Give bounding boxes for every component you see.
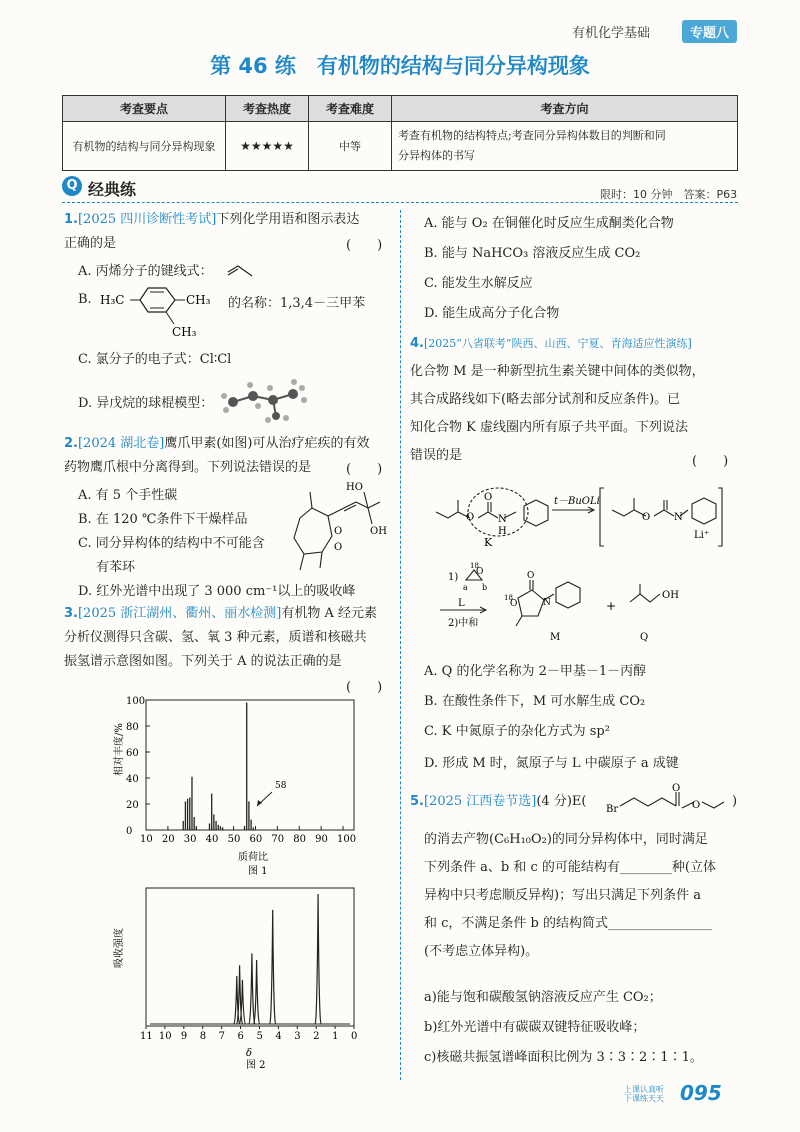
m-label: M	[550, 632, 561, 643]
q2-stem-line1: 鹰爪甲素(如图)可从治疗疟疾的有效	[164, 436, 370, 451]
fig2-peak	[249, 953, 255, 1024]
q5-header	[410, 790, 586, 814]
q2-number: 2.	[64, 436, 78, 451]
reagent-label: t－BuOLi	[554, 496, 600, 507]
fig2-xtick-label: 7	[218, 1031, 226, 1042]
fig1-ytick-label: 0	[126, 826, 133, 837]
direction-line2: 分异构体的书写	[398, 149, 475, 162]
q5-body	[424, 826, 740, 966]
cell-difficulty: 中等	[309, 122, 392, 171]
q4-source: [2025“八省联考”陕西、山西、宁夏、青海适应性演练]	[423, 337, 692, 350]
q4-stem-line4: 错误的是	[410, 448, 463, 463]
fig1-ytick-label: 60	[126, 748, 139, 759]
fig2-caption: 图 2	[246, 1060, 266, 1071]
fig2-xtick-label: 9	[180, 1031, 188, 1042]
fig2-xtick-label: 2	[313, 1031, 320, 1042]
k-h-label: H	[498, 526, 507, 537]
b-ch3-bottom-label: CH₃	[172, 325, 197, 339]
q4-option-a: A. Q 的化学名称为 2－甲基－1－丙醇	[424, 664, 647, 679]
q3-stem-line2: 分析仪测得只含碳、氢、氧 3 种元素，质谱和核磁共	[64, 630, 367, 645]
fig1-caption: 图 1	[248, 866, 268, 877]
q5-condition-b: b)红外光谱中有碳碳双键特征吸收峰；	[424, 1020, 646, 1035]
th-point: 考查要点	[63, 96, 226, 122]
q5-e-suffix: )	[732, 794, 738, 809]
page-number: 095	[680, 1081, 722, 1105]
q4-stem-line3: 知化合物 K 虚线圈内所有原子共平面。下列说法	[410, 420, 688, 435]
q5-e-prefix: E(	[571, 794, 587, 809]
direction-line1: 考查有机物的结构特点;考查同分异构体数目的判断和同	[398, 129, 666, 142]
q3-source: [2025 浙江湖州、衢州、丽水检测]	[77, 606, 282, 621]
q3-number: 3.	[64, 606, 78, 621]
subject-label: 有机化学基础	[572, 26, 651, 41]
q2-ho-label: HO	[346, 482, 363, 493]
mass-spectrum-chart	[110, 690, 370, 880]
q1-option-b-name: 的名称：1,3,4－三甲苯	[228, 296, 366, 311]
e-br-label: Br	[606, 804, 619, 815]
q3-option-c: C. 能发生水解反应	[424, 276, 533, 291]
k-label: K	[484, 536, 493, 549]
fig1-xtick-label: 80	[293, 834, 306, 845]
q1-option-b-prefix: B.	[78, 292, 92, 307]
q-oh-label: OH	[662, 590, 679, 601]
q4-stem-line2: 其合成路线如下(略去部分试剂和反应条件)。已	[410, 392, 681, 407]
m-n-label: N	[543, 598, 551, 608]
q4-option-c: C. K 中氮原子的杂化方式为 sp²	[424, 724, 610, 739]
q2-answer-blank: ( )	[346, 462, 383, 477]
fig2-ylabel: 吸收强度	[114, 928, 125, 968]
q3-option-d: D. 能生成高分子化合物	[424, 306, 560, 321]
q3-stem-line3: 振氢谱示意图如图。下列关于 A 的说法正确的是	[64, 654, 342, 669]
b-h3c-label: H₃C	[100, 293, 125, 307]
info-table	[62, 95, 738, 171]
footer-slogan-line1: 上课认真听	[624, 1085, 664, 1094]
q4-option-b: B. 在酸性条件下，M 可水解生成 CO₂	[424, 694, 646, 709]
q1-option-a: A. 丙烯分子的键线式：	[78, 264, 213, 279]
q4-number: 4.	[410, 336, 424, 351]
page-title: 第 46 练 有机物的结构与同分异构现象	[210, 54, 590, 78]
q-label: Q	[640, 632, 649, 643]
fig1-ytick-label: 20	[126, 800, 139, 811]
fig1-ytick-label: 40	[126, 774, 139, 785]
q2-oh-label: OH	[370, 526, 387, 537]
q3-stem	[64, 602, 398, 674]
fig1-xtick-label: 100	[337, 834, 357, 845]
fig2-xtick-label: 3	[294, 1031, 301, 1042]
q2-stem	[64, 432, 394, 480]
q2-option-c-line1: C. 同分异构体的结构中不可能含	[78, 536, 265, 551]
fig1-xtick-label: 90	[315, 834, 328, 845]
q1-number: 1.	[64, 212, 78, 227]
compound-e-structure	[606, 782, 730, 816]
fig1-ylabel: 相对丰度/%	[114, 723, 125, 776]
fig1-ytick-label: 80	[126, 722, 139, 733]
salt-n-label: N	[674, 512, 683, 523]
q1-answer-blank: ( )	[346, 238, 383, 253]
fig1-annotation-58: 58	[275, 781, 287, 791]
q1-source: [2025 四川诊断性考试]	[77, 212, 217, 227]
l-b-label: b	[482, 583, 488, 592]
l-label: L	[458, 598, 465, 609]
k-n-label: N	[498, 514, 507, 525]
q2-o1-label: O	[334, 526, 343, 537]
b-ch3-right-label: CH₃	[186, 293, 211, 307]
k-o-label: O	[466, 512, 475, 523]
q4-stem	[410, 330, 740, 470]
fig1-xtick-label: 50	[227, 834, 241, 845]
q2-option-d: D. 红外光谱中出现了 3 000 cm⁻¹以上的吸收峰	[78, 584, 356, 599]
m-o18-label: 18	[504, 594, 513, 602]
fig1-xtick-label: 60	[249, 834, 263, 845]
footer-slogan-line2: 下课练天天	[624, 1094, 664, 1103]
q3-option-b: B. 能与 NaHCO₃ 溶液反应生成 CO₂	[424, 246, 641, 261]
fig1-xtick-label: 10	[140, 834, 153, 845]
fig1-ytick-label: 100	[126, 696, 146, 707]
fig2-xtick-label: 1	[332, 1031, 339, 1042]
e-carbonyl-o-label: O	[672, 783, 681, 794]
q5-condition-c: c)核磁共振氢谱峰面积比例为 3∶3∶2∶1∶1。	[424, 1050, 703, 1065]
fig2-peak	[254, 960, 260, 1024]
isopentane-ball-stick-model	[218, 374, 318, 424]
fig2-xtick-label: 4	[275, 1031, 282, 1042]
section-icon: Q	[62, 176, 82, 196]
q4-answer-blank: ( )	[692, 454, 729, 469]
q2-option-b: B. 在 120 ℃条件下干燥样品	[78, 512, 248, 527]
fig1-xtick-label: 70	[271, 834, 285, 845]
q1-stem-line1: 下列化学用语和图示表达	[216, 212, 360, 227]
th-difficulty: 考查难度	[309, 96, 392, 122]
q1-stem	[64, 208, 394, 256]
th-direction: 考查方向	[392, 96, 738, 122]
step1-label: 1)	[448, 572, 459, 583]
q2-option-c-line2: 有苯环	[96, 560, 136, 575]
q4-stem-line1: 化合物 M 是一种新型抗生素关键中间体的类似物，	[410, 364, 705, 379]
q1-stem-line2: 正确的是	[64, 236, 117, 251]
fig2-xtick-label: 10	[158, 1031, 172, 1042]
footer-slogan	[624, 1085, 664, 1103]
q3-answer-blank: ( )	[346, 680, 383, 695]
fig2-peak	[315, 894, 321, 1024]
cell-heat: ★★★★★	[226, 122, 309, 171]
th-heat: 考查热度	[226, 96, 309, 122]
fig1-xtick-label: 40	[205, 834, 219, 845]
q5-condition-a: a)能与饱和碳酸氢钠溶液反应产生 CO₂；	[424, 990, 662, 1005]
q5-source: [2025 江西卷节选]	[423, 794, 537, 809]
trimethylbenzene-structure	[100, 280, 232, 344]
topic-tag: 专题八	[682, 20, 737, 43]
q2-stem-line2: 药物鹰爪根中分离得到。下列说法错误的是	[64, 460, 312, 475]
column-divider	[400, 210, 401, 1080]
l-a-label: a	[463, 583, 468, 592]
fig1-xtick-label: 20	[161, 834, 175, 845]
l-o-label: O	[476, 567, 484, 577]
fig2-xtick-label: 6	[237, 1031, 244, 1042]
fig2-peak	[270, 910, 276, 1024]
q5-line2: 下列条件 a、b 和 c 的可能结构有________种(立体	[424, 860, 716, 875]
l-o18-label: 18	[470, 562, 479, 570]
propene-skeletal-structure	[226, 262, 256, 280]
cell-point: 有机物的结构与同分异构现象	[63, 122, 226, 171]
q5-line3: 异构中只考虑顺反异构)；写出只满足下列条件 a	[424, 888, 701, 903]
yingzhaosu-structure	[282, 478, 394, 584]
section-title: 经典练	[88, 180, 137, 199]
m-ring-o-label: O	[510, 599, 518, 609]
fig1-arrowhead	[257, 800, 262, 806]
q3-stem-line1: 有机物 A 经元素	[281, 606, 378, 621]
section-divider	[62, 202, 738, 203]
fig2-xtick-label: 11	[140, 1031, 153, 1042]
k-carbonyl-o-label: O	[484, 492, 493, 503]
fig2-xtick-label: 5	[256, 1031, 263, 1042]
q1-option-c: C. 氯分子的电子式：Cl∶Cl	[78, 352, 232, 367]
q3-option-a: A. 能与 O₂ 在铜催化时反应生成酮类化合物	[424, 216, 674, 231]
section-meta: 限时：10 分钟 答案：P63	[600, 188, 738, 201]
q5-line5: (不考虑立体异构)。	[424, 944, 539, 959]
q4-option-d: D. 形成 M 时，氮原子与 L 中碳原子 a 成键	[424, 756, 679, 771]
q5-score: (4 分)	[536, 794, 572, 809]
fig1-xlabel: 质荷比	[238, 852, 268, 863]
plus-sign: +	[606, 599, 617, 613]
q2-option-a: A. 有 5 个手性碳	[78, 488, 178, 503]
q1-option-d: D. 异戊烷的球棍模型：	[78, 396, 214, 411]
step2-label: 2)中和	[448, 618, 479, 629]
salt-o-label: O	[642, 512, 651, 523]
q5-number: 5.	[410, 794, 424, 809]
fig2-frame	[146, 888, 354, 1026]
m-carbonyl-o-label: O	[527, 571, 535, 581]
q4-synthesis-route	[426, 474, 746, 650]
nmr-spectrum-chart	[110, 882, 370, 1072]
fig1-frame	[146, 700, 354, 830]
q5-line1: 的消去产物(C₆H₁₀O₂)的同分异构体中，同时满足	[424, 832, 708, 847]
fig2-xtick-label: 0	[351, 1031, 358, 1042]
fig2-xtick-label: 8	[199, 1031, 207, 1042]
q2-source: [2024 湖北卷]	[77, 436, 165, 451]
e-ester-o-label: O	[692, 800, 701, 811]
q2-o2-label: O	[334, 542, 343, 553]
fig1-xtick-label: 30	[183, 834, 197, 845]
q5-line4: 和 c，不满足条件 b 的结构简式________________	[424, 916, 712, 931]
lithium-label: Li⁺	[694, 530, 710, 541]
cell-direction	[392, 122, 738, 171]
fig2-xlabel: δ	[246, 1048, 253, 1059]
